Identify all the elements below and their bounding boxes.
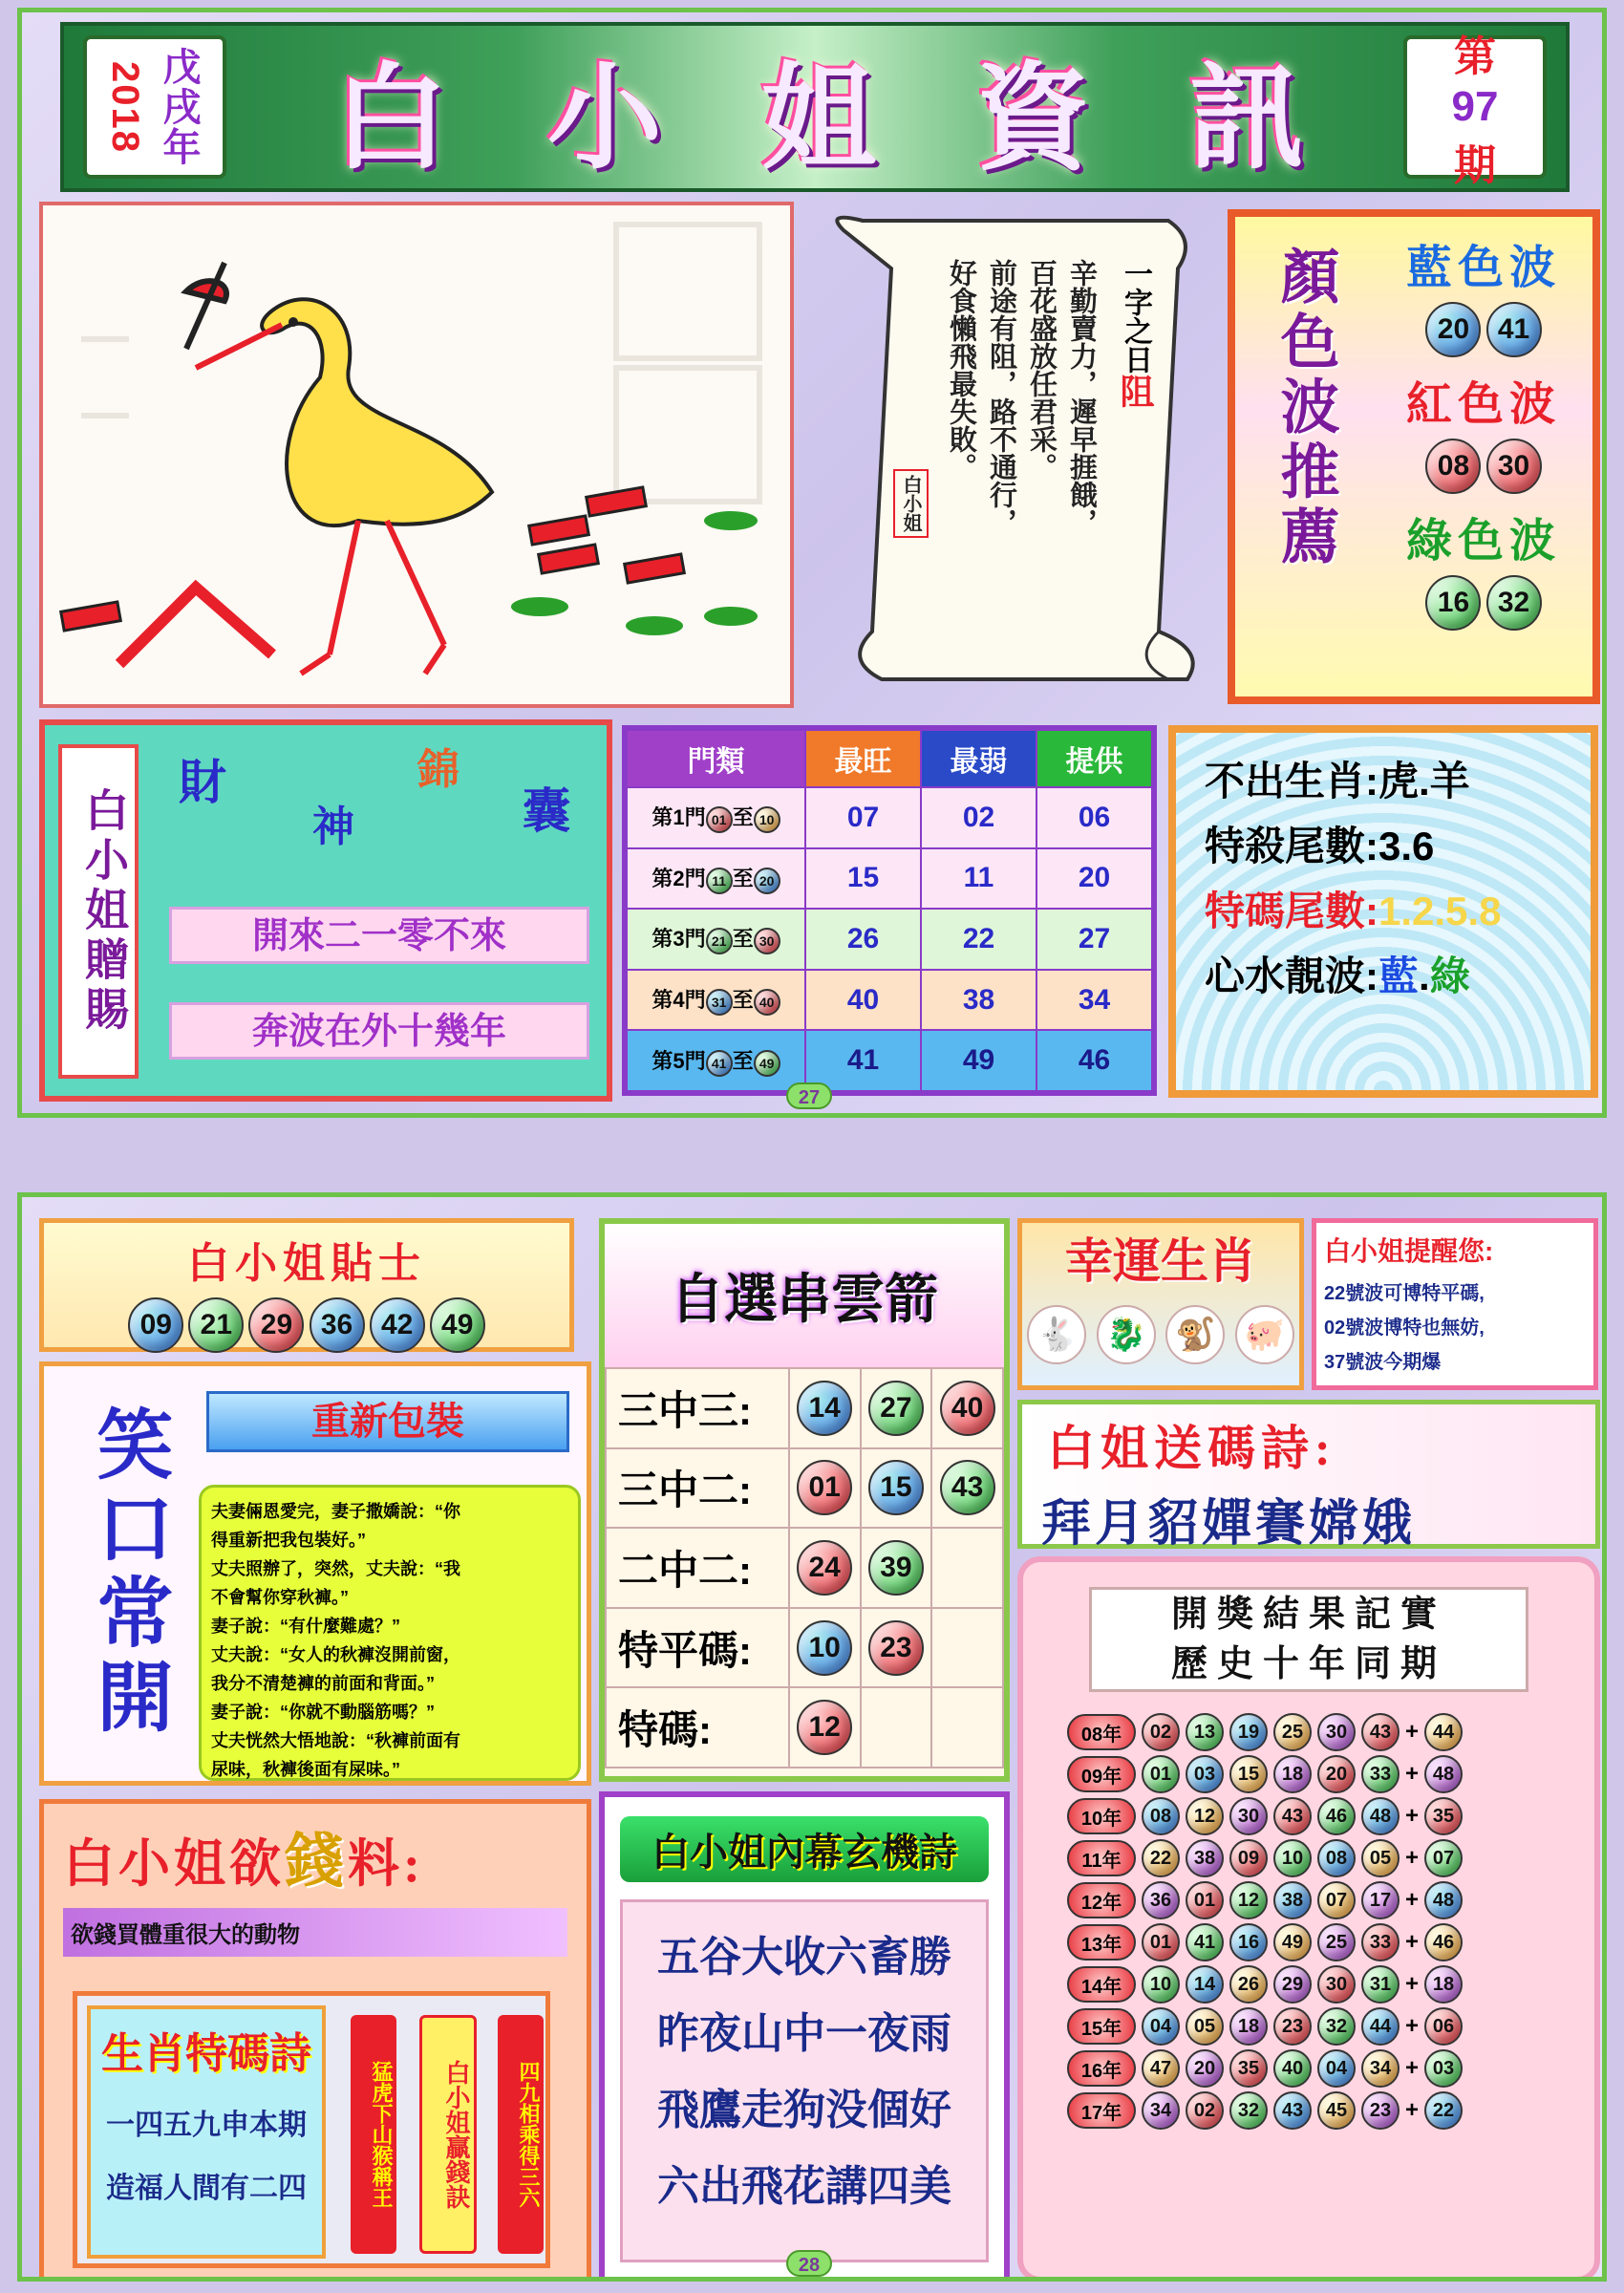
history-ball: 43: [1273, 2091, 1312, 2130]
tip-separator: .: [1419, 954, 1430, 998]
tips2-balls: [44, 1297, 569, 1353]
number-ball: 15: [868, 1460, 924, 1515]
table-row: [627, 909, 1152, 970]
range-ball: 30: [754, 928, 780, 954]
inner-poem-panel: [599, 1791, 1010, 2282]
zodiac-poem: [87, 2005, 326, 2259]
history-ball: 23: [1361, 2091, 1400, 2130]
scroll-middle: 白小姐贏錢訣: [419, 2015, 477, 2254]
inner-title: 白小姐內幕玄機詩: [620, 1816, 989, 1882]
gift-panel: [39, 719, 612, 1102]
number-ball: 09: [128, 1297, 183, 1353]
dragon-icon: 🐉: [1097, 1305, 1156, 1364]
table-row: [606, 1368, 1003, 1448]
history-ball: 10: [1142, 1965, 1180, 2004]
want-title-c: 料:: [348, 1835, 424, 1893]
cell-value: 06: [1036, 787, 1152, 848]
scroll-heading: 一字之日: [1120, 259, 1151, 374]
inner-line: 六出飛花講四美: [657, 2163, 951, 2210]
special-ball: 06: [1424, 2007, 1463, 2046]
to-word: 至: [732, 805, 754, 830]
tip-value: 1.2.5.8: [1378, 889, 1502, 933]
plus-sign: +: [1405, 2097, 1420, 2123]
history-ball: 41: [1186, 1923, 1224, 1961]
crane-illustration: [39, 202, 794, 708]
plus-sign: +: [1405, 2055, 1420, 2081]
year-name: 戊戌年: [158, 47, 200, 167]
scroll-heading-wrap: [1111, 259, 1160, 622]
history-ball: 12: [1229, 1881, 1268, 1919]
reminder-line: 02號波博特也無妨,: [1324, 1318, 1485, 1339]
door-label: 第2門: [652, 866, 706, 890]
title-char: 小: [547, 51, 662, 185]
issue-suffix: 期: [1454, 142, 1496, 189]
history-year: 11年: [1067, 1840, 1136, 1876]
inner-line: 飛鷹走狗没個好: [657, 2087, 951, 2133]
cell-value: 38: [921, 970, 1036, 1031]
table-row: [627, 848, 1152, 910]
number-ball: 21: [188, 1297, 244, 1353]
history-ball: 02: [1186, 2091, 1224, 2130]
page-number: 27: [786, 1082, 832, 1109]
table-header: 最弱: [921, 730, 1036, 787]
history-ball: 16: [1229, 1923, 1268, 1961]
issue-book: [1403, 33, 1547, 189]
joke-line: 我分不清楚褲的前面和背面。”: [211, 1674, 435, 1693]
table-row: [627, 970, 1152, 1031]
joke-title: 重新包裝: [206, 1391, 569, 1452]
history-ball: 08: [1317, 1839, 1356, 1877]
history-year: 14年: [1067, 1966, 1136, 2003]
history-title-line: 開獎結果記實: [1170, 1595, 1446, 1635]
want-title-money: 錢: [285, 1830, 349, 1895]
issue-prefix: 第: [1454, 33, 1496, 80]
cell-value: 02: [921, 787, 1036, 848]
cell-value: 49: [921, 1030, 1036, 1091]
tips2-title: 白小姐貼士: [187, 1240, 426, 1287]
range-ball: 40: [754, 989, 780, 1016]
range-ball: 31: [706, 989, 733, 1016]
rabbit-icon: 🐇: [1027, 1305, 1086, 1364]
history-year: 09年: [1067, 1756, 1136, 1792]
page-27: [17, 8, 1607, 1118]
reminder-panel: [1312, 1218, 1598, 1390]
history-row: [1067, 1795, 1594, 1837]
history-ball: 01: [1142, 1755, 1180, 1793]
title-char: 姐: [761, 51, 876, 185]
lucky-zodiac-panel: [1017, 1218, 1304, 1390]
tip-line: [1205, 945, 1591, 1002]
cell-value: 26: [805, 909, 921, 970]
joke-side-title: 笑口常開: [85, 1404, 169, 1741]
history-ball: 45: [1317, 2091, 1356, 2130]
number-ball: 16: [1425, 575, 1481, 631]
history-ball: 38: [1186, 1839, 1224, 1877]
door-label: 第1門: [652, 805, 706, 830]
want-title-a: 白小姐欲: [63, 1835, 285, 1893]
year-text: 2018: [104, 60, 146, 154]
history-row: [1067, 1963, 1594, 2005]
burst-char: 囊: [523, 784, 570, 838]
history-year: 12年: [1067, 1882, 1136, 1918]
history-ball: 02: [1142, 1713, 1180, 1751]
crane-icon: [43, 205, 790, 704]
history-ball: 17: [1361, 1881, 1400, 1919]
history-ball: 25: [1317, 1923, 1356, 1961]
range-ball: 21: [706, 928, 733, 954]
riddle-text: 欲錢買體重很大的動物: [63, 1908, 567, 1957]
history-year: 16年: [1067, 2050, 1136, 2087]
history-ball: 15: [1229, 1755, 1268, 1793]
number-ball: 32: [1486, 575, 1542, 631]
history-ball: 10: [1273, 1839, 1312, 1877]
history-ball: 25: [1273, 1713, 1312, 1751]
number-ball: 27: [868, 1381, 924, 1436]
colour-title: 顏色波推薦: [1271, 246, 1336, 570]
joke-line: 夫妻倆恩愛完，妻子撒嬌說：“你: [211, 1502, 460, 1521]
history-year: 13年: [1067, 1924, 1136, 1961]
history-ball: 07: [1317, 1881, 1356, 1919]
scroll-right: 四九相乘得三六: [498, 2015, 544, 2254]
scroll-line: 辛勤賣力，遲早捱餓，: [1066, 259, 1097, 536]
number-ball: 49: [430, 1297, 485, 1353]
colour-group-green: [1388, 504, 1579, 631]
joke-line: 不會幫你穿秋褲。”: [211, 1588, 349, 1607]
history-ball: 19: [1229, 1713, 1268, 1751]
plus-sign: +: [1405, 1803, 1420, 1829]
history-ball: 23: [1273, 2007, 1312, 2046]
reminder-title: 白小姐提醒您:: [1324, 1236, 1494, 1266]
table-header: 最旺: [805, 730, 921, 787]
table-row: [627, 1030, 1152, 1091]
number-ball: 20: [1425, 302, 1481, 357]
table-header: 門類: [627, 730, 805, 787]
plus-sign: +: [1405, 1887, 1420, 1913]
masthead-title: [284, 37, 1354, 185]
number-ball: 12: [797, 1700, 852, 1755]
history-ball: 12: [1186, 1797, 1224, 1835]
history-ball: 05: [1361, 1839, 1400, 1877]
tips-numbers-panel: [39, 1218, 574, 1352]
history-ball: 04: [1142, 2007, 1180, 2046]
history-ball: 33: [1361, 1923, 1400, 1961]
history-year: 08年: [1067, 1714, 1136, 1750]
history-ball: 01: [1142, 1923, 1180, 1961]
to-word: 至: [732, 988, 754, 1013]
history-row: [1067, 1921, 1594, 1963]
row-label: 特碼:: [606, 1687, 789, 1768]
number-ball: 43: [940, 1460, 995, 1515]
history-row: [1067, 2005, 1594, 2047]
colour-group-red: [1388, 367, 1579, 494]
tip-line: 特殺尾數:3.6: [1205, 824, 1435, 868]
history-ball: 32: [1317, 2007, 1356, 2046]
zodiac-images: [1022, 1305, 1299, 1364]
money-riddle-panel: [39, 1799, 591, 2282]
special-ball: 18: [1424, 1965, 1463, 2004]
history-year: 17年: [1067, 2092, 1136, 2129]
colour-group-blue: [1388, 230, 1579, 357]
table-row: [606, 1448, 1003, 1529]
joke-line: 丈夫照辦了，突然，丈夫說：“我: [211, 1559, 460, 1578]
cell-value: 34: [1036, 970, 1152, 1031]
zodiac-poem-line: 一四五九申本期: [106, 2110, 307, 2141]
tip-line: [1205, 880, 1591, 937]
number-ball: 14: [797, 1381, 852, 1436]
page-28: [17, 1192, 1607, 2282]
history-ball: 30: [1317, 1713, 1356, 1751]
history-ball: 30: [1317, 1965, 1356, 2004]
cell-value: 41: [805, 1030, 921, 1091]
plus-sign: +: [1405, 1719, 1420, 1745]
tip-label: 心水靚波:: [1205, 954, 1378, 998]
table-row: [606, 1687, 1003, 1768]
history-ball: 13: [1186, 1713, 1224, 1751]
history-row: [1067, 1879, 1594, 1921]
scroll-line: 好食懶飛最失敗。: [946, 259, 976, 481]
range-ball: 01: [706, 806, 733, 833]
row-label: 三中二:: [606, 1448, 789, 1529]
history-ball: 29: [1273, 1965, 1312, 2004]
scroll-signature: 白小姐: [893, 469, 929, 538]
door-label: 第3門: [652, 927, 706, 952]
colour-groups: [1388, 230, 1579, 636]
special-ball: 22: [1424, 2091, 1463, 2130]
zodiac-poem-title: 生肖特碼詩: [101, 2030, 311, 2077]
riddle-scroll: [805, 202, 1245, 708]
joke-line: 妻子說：“你就不動腦筋嗎？”: [211, 1703, 435, 1722]
poem-text: 拜月貂嬋賽嫦娥: [1041, 1497, 1417, 1552]
burst-char: 錦: [417, 746, 459, 793]
history-ball: 14: [1186, 1965, 1224, 2004]
number-ball: 23: [868, 1620, 924, 1676]
want-title: [63, 1813, 587, 1898]
history-ball: 46: [1317, 1797, 1356, 1835]
gift-side-title: 白小姐贈賜: [58, 744, 139, 1079]
table-row: [606, 1608, 1003, 1688]
history-ball: 43: [1361, 1713, 1400, 1751]
to-word: 至: [732, 927, 754, 952]
to-word: 至: [732, 866, 754, 890]
poem-title: 白姐送碼詩:: [1047, 1422, 1336, 1475]
burst-char: 神: [312, 804, 354, 850]
history-ball: 49: [1273, 1923, 1312, 1961]
monkey-icon: 🐒: [1165, 1305, 1225, 1364]
history-title-line: 歷史十年同期: [1170, 1644, 1446, 1684]
joke-line: 丈夫恍然大悟地說：“秋褲前面有: [211, 1731, 460, 1750]
joke-text: [199, 1485, 581, 1781]
plus-sign: +: [1405, 1845, 1420, 1871]
history-ball: 09: [1229, 1839, 1268, 1877]
joke-line: 丈夫說：“女人的秋褲沒開前窗，: [211, 1645, 460, 1664]
range-ball: 20: [754, 868, 780, 894]
range-ball: 10: [754, 806, 780, 833]
group-name: 綠色波: [1405, 516, 1561, 567]
cell-value: 07: [805, 787, 921, 848]
history-ball: 03: [1186, 1755, 1224, 1793]
special-ball: 35: [1424, 1797, 1463, 1835]
history-row: [1067, 2089, 1594, 2132]
inner-line: 昨夜山中一夜雨: [657, 2010, 951, 2057]
history-ball: 35: [1229, 2049, 1268, 2088]
plus-sign: +: [1405, 2013, 1420, 2039]
number-ball: 40: [940, 1381, 995, 1436]
number-ball: 24: [797, 1540, 852, 1596]
tip-value: 綠: [1429, 954, 1470, 998]
inner-line: 五谷大收六畜勝: [657, 1934, 951, 1981]
range-ball: 49: [754, 1050, 780, 1077]
history-ball: 38: [1273, 1881, 1312, 1919]
tip-label: 特碼尾數:: [1205, 889, 1378, 933]
code-poem-panel: [1017, 1400, 1600, 1552]
history-ball: 48: [1361, 1797, 1400, 1835]
table-row: [627, 787, 1152, 848]
history-row: [1067, 2047, 1594, 2089]
number-ball: 39: [868, 1540, 924, 1596]
pig-icon: 🐖: [1235, 1305, 1294, 1364]
number-ball: 08: [1425, 439, 1481, 494]
number-ball: 36: [310, 1297, 365, 1353]
page-number: 28: [786, 2250, 832, 2277]
history-year: 15年: [1067, 2008, 1136, 2045]
history-ball: 32: [1229, 2091, 1268, 2130]
plus-sign: +: [1405, 1971, 1420, 1997]
door-label: 第4門: [652, 988, 706, 1013]
title-char: 訊: [1189, 51, 1304, 185]
cloud-title: 自選串雲箭: [605, 1224, 1004, 1367]
cloud-arrow-panel: [599, 1218, 1010, 1782]
history-ball: 44: [1361, 2007, 1400, 2046]
history-ball: 01: [1186, 1881, 1224, 1919]
history-ball: 43: [1273, 1797, 1312, 1835]
cell-value: 11: [921, 848, 1036, 910]
history-rows: [1023, 1702, 1594, 2132]
joke-panel: [39, 1361, 591, 1786]
number-ball: 41: [1486, 302, 1542, 357]
group-name: 紅色波: [1405, 379, 1561, 430]
history-ball: 20: [1317, 1755, 1356, 1793]
table-row: [606, 1528, 1003, 1608]
row-label: 三中三:: [606, 1368, 789, 1448]
gift-line: 開來二一零不來: [169, 907, 589, 964]
history-row: [1067, 1711, 1594, 1753]
history-ball: 04: [1317, 2049, 1356, 2088]
history-ball: 47: [1142, 2049, 1180, 2088]
cell-value: 20: [1036, 848, 1152, 910]
cell-value: 46: [1036, 1030, 1152, 1091]
history-ball: 05: [1186, 2007, 1224, 2046]
history-ball: 22: [1142, 1839, 1180, 1877]
history-ball: 18: [1273, 1755, 1312, 1793]
scroll-left: 猛虎下山猴稱王: [351, 2015, 396, 2254]
number-ball: 10: [797, 1620, 852, 1676]
history-ball: 26: [1229, 1965, 1268, 2004]
cell-value: 40: [805, 970, 921, 1031]
special-ball: 46: [1424, 1923, 1463, 1961]
plus-sign: +: [1405, 1929, 1420, 1955]
scroll-keyword: 阻: [1116, 374, 1154, 408]
masthead: [60, 22, 1570, 192]
tip-value: 藍: [1378, 954, 1420, 998]
history-ball: 20: [1186, 2049, 1224, 2088]
reminder-text: [1324, 1276, 1593, 1380]
range-ball: 11: [706, 868, 733, 894]
joke-line: 妻子說：“有什麼難處？”: [211, 1617, 400, 1636]
title-char: 資: [975, 51, 1090, 185]
zodiac-poem-line: 造福人間有二四: [106, 2173, 307, 2204]
row-label: 二中二:: [606, 1528, 789, 1608]
special-ball: 07: [1424, 1839, 1463, 1877]
range-ball: 41: [706, 1050, 733, 1077]
special-ball: 44: [1424, 1713, 1463, 1751]
inner-verse: [620, 1899, 989, 2262]
history-row: [1067, 1837, 1594, 1879]
scroll-line: 百花盛放任君采。: [1026, 259, 1057, 481]
history-year: 10年: [1067, 1798, 1136, 1834]
joke-line: 尿味，秋褲後面有屎味。”: [211, 1760, 400, 1779]
door-table: [622, 725, 1157, 1096]
joke-line: 得重新把我包裝好。”: [211, 1531, 366, 1550]
year-book: [83, 35, 226, 179]
special-ball: 03: [1424, 2049, 1463, 2088]
history-ball: 30: [1229, 1797, 1268, 1835]
history-ball: 34: [1361, 2049, 1400, 2088]
row-label: 特平碼:: [606, 1608, 789, 1688]
history-ball: 34: [1142, 2091, 1180, 2130]
history-ball: 08: [1142, 1797, 1180, 1835]
door-label: 第5門: [652, 1048, 706, 1073]
history-results-panel: [1017, 1556, 1600, 2282]
colour-wave-panel: [1228, 209, 1600, 704]
scroll-verse: [939, 259, 1101, 603]
history-title: [1089, 1587, 1528, 1692]
gift-line: 奔波在外十幾年: [169, 1002, 589, 1060]
number-ball: 29: [248, 1297, 304, 1353]
tip-line: 不出生肖:虎.羊: [1205, 759, 1470, 804]
table-header: 提供: [1036, 730, 1152, 787]
cell-value: 22: [921, 909, 1036, 970]
cell-value: 15: [805, 848, 921, 910]
tips-panel: [1168, 725, 1598, 1098]
title-char: 白: [333, 51, 448, 185]
issue-number: 97: [1451, 83, 1499, 130]
burst-char: 財: [179, 756, 226, 809]
scroll-line: 前途有阻，路不通行，: [986, 259, 1016, 536]
history-ball: 33: [1361, 1755, 1400, 1793]
history-ball: 36: [1142, 1881, 1180, 1919]
number-ball: 30: [1486, 439, 1542, 494]
history-row: [1067, 1753, 1594, 1795]
reminder-line: 22號波可博特平碼,: [1324, 1283, 1485, 1304]
to-word: 至: [732, 1048, 754, 1073]
special-ball: 48: [1424, 1881, 1463, 1919]
zodiac-poem-box: [73, 1991, 550, 2268]
cell-value: 27: [1036, 909, 1152, 970]
history-ball: 18: [1229, 2007, 1268, 2046]
reminder-line: 37號波今期爆: [1324, 1352, 1442, 1373]
zodiac-title: 幸運生肖: [1065, 1234, 1256, 1288]
history-ball: 31: [1361, 1965, 1400, 2004]
special-ball: 48: [1424, 1755, 1463, 1793]
plus-sign: +: [1405, 1761, 1420, 1787]
history-ball: 40: [1273, 2049, 1312, 2088]
number-ball: 42: [370, 1297, 425, 1353]
group-name: 藍色波: [1405, 243, 1561, 293]
number-ball: 01: [797, 1460, 852, 1515]
